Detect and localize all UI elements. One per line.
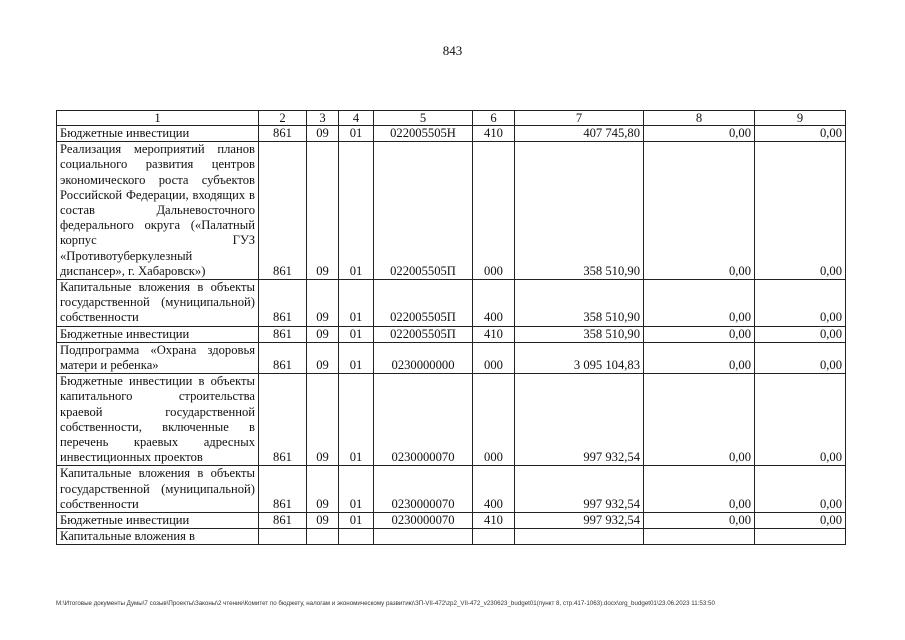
amount-col7-cell: 358 510,90 xyxy=(515,280,644,327)
header-cell: 9 xyxy=(755,111,846,126)
amount-col9-cell xyxy=(755,529,846,545)
target-article-cell: 0230000000 xyxy=(374,342,473,373)
amount-col8-cell: 0,00 xyxy=(644,513,755,529)
header-cell: 7 xyxy=(515,111,644,126)
expense-type-cell: 000 xyxy=(473,342,515,373)
section-code-cell: 09 xyxy=(307,326,339,342)
section-code-cell: 09 xyxy=(307,513,339,529)
amount-col7-cell: 997 932,54 xyxy=(515,466,644,513)
table-row xyxy=(57,126,846,142)
row-name-cell: Бюджетные инвестиции xyxy=(57,126,259,142)
section-code-cell xyxy=(307,529,339,545)
target-article-cell: 0230000070 xyxy=(374,466,473,513)
ministry-code-cell: 861 xyxy=(259,466,307,513)
header-cell: 6 xyxy=(473,111,515,126)
section-code-cell: 09 xyxy=(307,374,339,466)
table-row xyxy=(57,374,846,466)
amount-col9-cell: 0,00 xyxy=(755,513,846,529)
subsection-code-cell: 01 xyxy=(339,513,374,529)
section-code-cell: 09 xyxy=(307,342,339,373)
table-row xyxy=(57,280,846,327)
target-article-cell: 0230000070 xyxy=(374,374,473,466)
header-cell: 1 xyxy=(57,111,259,126)
row-name-cell: Реализация мероприятий планов социального развития центров экономического роста субъектов Российской Федерации, входящих в состав Дальневосточного федерального округа («Палатный корпус ГУЗ «Противотуберкулезный диспансер», г. Хабаровск») xyxy=(57,142,259,280)
amount-col7-cell: 997 932,54 xyxy=(515,374,644,466)
target-article-cell: 022005505П xyxy=(374,142,473,280)
amount-col9-cell: 0,00 xyxy=(755,142,846,280)
expense-type-cell: 400 xyxy=(473,280,515,327)
amount-col7-cell: 358 510,90 xyxy=(515,142,644,280)
header-cell: 8 xyxy=(644,111,755,126)
subsection-code-cell: 01 xyxy=(339,374,374,466)
target-article-cell: 0230000070 xyxy=(374,513,473,529)
amount-col8-cell: 0,00 xyxy=(644,126,755,142)
amount-col8-cell: 0,00 xyxy=(644,280,755,327)
row-name-cell: Бюджетные инвестиции xyxy=(57,513,259,529)
amount-col8-cell: 0,00 xyxy=(644,342,755,373)
expense-type-cell: 000 xyxy=(473,142,515,280)
table-header-row xyxy=(57,111,846,126)
expense-type-cell: 410 xyxy=(473,326,515,342)
amount-col7-cell: 407 745,80 xyxy=(515,126,644,142)
expense-type-cell: 000 xyxy=(473,374,515,466)
amount-col9-cell: 0,00 xyxy=(755,342,846,373)
amount-col8-cell: 0,00 xyxy=(644,466,755,513)
row-name-cell: Подпрограмма «Охрана здоровья матери и ребенка» xyxy=(57,342,259,373)
subsection-code-cell: 01 xyxy=(339,126,374,142)
section-code-cell: 09 xyxy=(307,466,339,513)
ministry-code-cell: 861 xyxy=(259,142,307,280)
amount-col9-cell: 0,00 xyxy=(755,374,846,466)
header-cell: 4 xyxy=(339,111,374,126)
target-article-cell xyxy=(374,529,473,545)
row-name-cell: Капитальные вложения в xyxy=(57,529,259,545)
amount-col8-cell: 0,00 xyxy=(644,374,755,466)
section-code-cell: 09 xyxy=(307,280,339,327)
section-code-cell: 09 xyxy=(307,142,339,280)
ministry-code-cell xyxy=(259,529,307,545)
header-cell: 2 xyxy=(259,111,307,126)
table-row xyxy=(57,513,846,529)
subsection-code-cell: 01 xyxy=(339,466,374,513)
row-name-cell: Бюджетные инвестиции xyxy=(57,326,259,342)
subsection-code-cell: 01 xyxy=(339,342,374,373)
row-name-cell: Капитальные вложения в объекты государственной (муниципальной) собственности xyxy=(57,280,259,327)
amount-col8-cell xyxy=(644,529,755,545)
ministry-code-cell: 861 xyxy=(259,326,307,342)
amount-col9-cell: 0,00 xyxy=(755,466,846,513)
table-row xyxy=(57,342,846,373)
expense-type-cell: 410 xyxy=(473,513,515,529)
subsection-code-cell: 01 xyxy=(339,280,374,327)
subsection-code-cell: 01 xyxy=(339,142,374,280)
ministry-code-cell: 861 xyxy=(259,374,307,466)
amount-col9-cell: 0,00 xyxy=(755,280,846,327)
expense-type-cell: 400 xyxy=(473,466,515,513)
subsection-code-cell xyxy=(339,529,374,545)
table-body xyxy=(57,111,846,545)
amount-col7-cell: 358 510,90 xyxy=(515,326,644,342)
amount-col7-cell xyxy=(515,529,644,545)
amount-col7-cell: 997 932,54 xyxy=(515,513,644,529)
row-name-cell: Капитальные вложения в объекты государственной (муниципальной) собственности xyxy=(57,466,259,513)
subsection-code-cell: 01 xyxy=(339,326,374,342)
ministry-code-cell: 861 xyxy=(259,513,307,529)
budget-table xyxy=(56,110,846,545)
table-row xyxy=(57,142,846,280)
amount-col8-cell: 0,00 xyxy=(644,142,755,280)
ministry-code-cell: 861 xyxy=(259,342,307,373)
header-cell: 5 xyxy=(374,111,473,126)
target-article-cell: 022005505Н xyxy=(374,126,473,142)
section-code-cell: 09 xyxy=(307,126,339,142)
amount-col9-cell: 0,00 xyxy=(755,126,846,142)
table-row xyxy=(57,326,846,342)
table-row xyxy=(57,466,846,513)
expense-type-cell: 410 xyxy=(473,126,515,142)
page-number: 843 xyxy=(442,43,463,58)
target-article-cell: 022005505П xyxy=(374,280,473,327)
expense-type-cell xyxy=(473,529,515,545)
ministry-code-cell: 861 xyxy=(259,280,307,327)
header-cell: 3 xyxy=(307,111,339,126)
amount-col9-cell: 0,00 xyxy=(755,326,846,342)
amount-col8-cell: 0,00 xyxy=(644,326,755,342)
table-row xyxy=(57,529,846,545)
file-path-footer: M:\Итоговые документы Думы\7 созыв\Проекты\Законы\2 чтение\Комитет по бюджету, налогам и экономическому развитию\ЗП-VII-472\zp2_VII-472_v230623_budget01(пункт 8, стр.417-1063).docx\org_budget01\23.06.2023 11:53:50 xyxy=(56,600,715,607)
amount-col7-cell: 3 095 104,83 xyxy=(515,342,644,373)
ministry-code-cell: 861 xyxy=(259,126,307,142)
row-name-cell: Бюджетные инвестиции в объекты капитального строительства краевой государственной собственности, включенные в перечень краевых адресных инвестиционных проектов xyxy=(57,374,259,466)
target-article-cell: 022005505П xyxy=(374,326,473,342)
